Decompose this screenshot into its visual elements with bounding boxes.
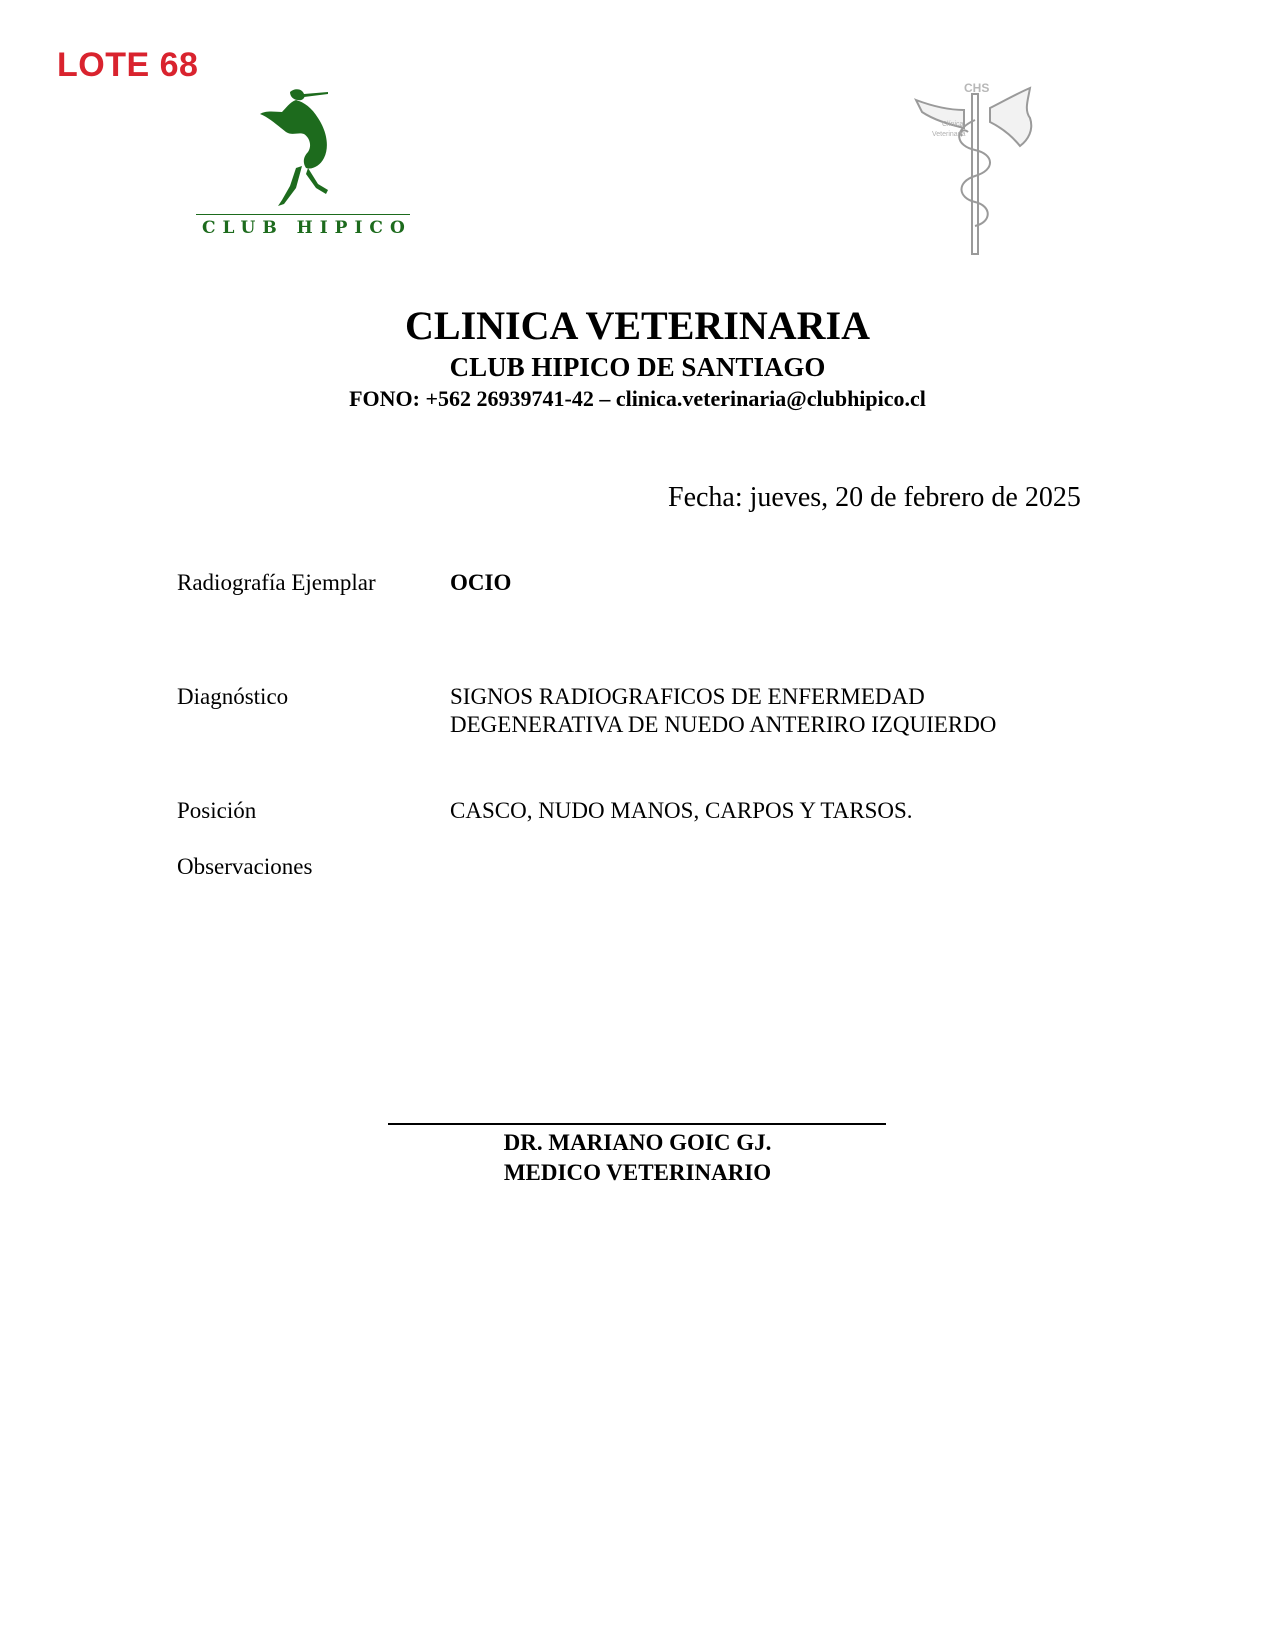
specimen-label: Radiografía Ejemplar [177, 570, 376, 595]
chs-badge: CHS [964, 81, 990, 95]
caduceus-horse-icon [912, 80, 1052, 260]
signature-line [388, 1123, 886, 1125]
contact-line: FONO: +562 26939741-42 – clinica.veterinaria@clubhipico.cl [349, 386, 926, 411]
logo-text: CLUB HIPICO [202, 218, 412, 238]
veterinary-caduceus-logo [912, 80, 1052, 260]
signatory-name: DR. MARIANO GOIC GJ. [503, 1130, 772, 1155]
diagnosis-label: Diagnóstico [177, 684, 289, 709]
diagnosis-line1: SIGNOS RADIOGRAFICOS DE ENFERMEDAD [450, 684, 925, 709]
club-hipico-logo [196, 88, 416, 248]
position-label: Posición [177, 798, 257, 823]
specimen-value: OCIO [450, 570, 512, 595]
observations-label: Observaciones [177, 854, 313, 879]
lot-label: LOTE 68 [57, 46, 199, 84]
diagnosis-line2: DEGENERATIVA DE NUEDO ANTERIRO IZQUIERDO [450, 712, 997, 737]
logo-divider [196, 214, 410, 215]
clinic-title: CLINICA VETERINARIA [405, 303, 870, 348]
logo-right-line1: Clínica [942, 121, 964, 128]
report-date: Fecha: jueves, 20 de febrero de 2025 [668, 482, 1081, 513]
position-value: CASCO, NUDO MANOS, CARPOS Y TARSOS. [450, 798, 913, 823]
logo-right-line2: Veterinaria [932, 131, 966, 138]
horse-rider-icon [256, 88, 346, 213]
signatory-title: MEDICO VETERINARIO [503, 1160, 772, 1185]
club-subtitle: CLUB HIPICO DE SANTIAGO [449, 352, 826, 382]
